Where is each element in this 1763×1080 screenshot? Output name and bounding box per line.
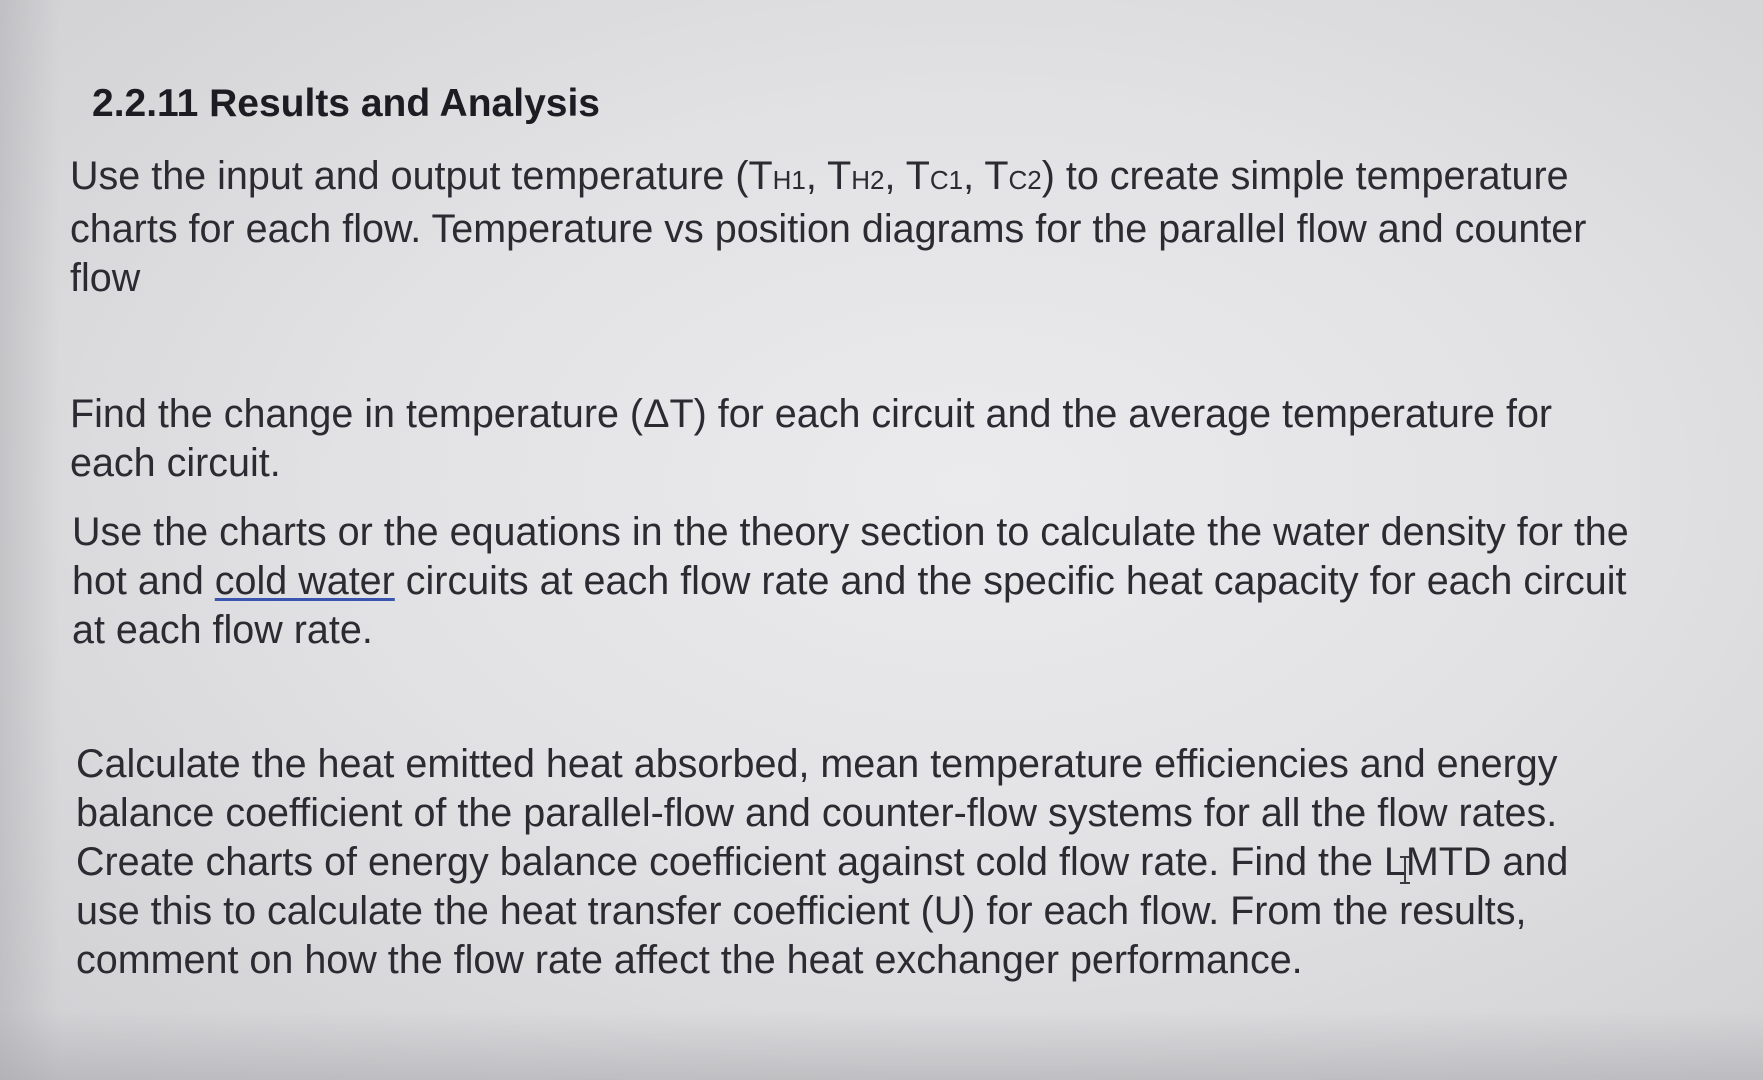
sub-c2: C2 <box>1008 165 1042 195</box>
cold-water-link[interactable]: cold water <box>214 559 395 603</box>
p3-text-b: circuits at each flow rate and the specific heat capacity for each circuit at each flow rate. <box>72 559 1627 652</box>
paragraph-change-in-temperature: Find the change in temperature (ΔT) for each circuit and the average temperature for each circuit. <box>70 392 1553 485</box>
p1-sep3: , T <box>963 154 1009 198</box>
screen-vignette-bottom <box>0 1010 1763 1080</box>
p1-text-b: ) to create simple temperature charts for each flow. Temperature vs position diagrams for the parallel flow and counter flow <box>70 154 1587 300</box>
paragraph-water-density <box>72 508 1642 655</box>
section-heading: 2.2.11 Results and Analysis <box>92 82 600 125</box>
p3-text-a: Use the charts or the equations in the theory section to calculate the water density for the hot and <box>72 510 1629 603</box>
paragraph-temperature-charts <box>70 152 1640 303</box>
sub-c1: C1 <box>929 165 964 195</box>
p1-sep1: , T <box>805 154 852 198</box>
p1-sep2: , T <box>884 154 930 198</box>
sub-h2: H2 <box>851 165 885 195</box>
text-cursor-icon <box>1398 856 1412 884</box>
paragraph-heat-calculations: Calculate the heat emitted heat absorbed, mean temperature efficiencies and energy balance coefficient of the parallel-flow and counter-flow systems for all the flow rates. Create charts of energy balance coefficient against cold flow rate. Find the LMTD and use this to calculate the heat transfer coefficient (U) for each flow. From the results, comment on how the flow rate affect the heat exchanger performance. <box>76 742 1569 982</box>
sub-h1: H1 <box>772 165 806 195</box>
document-page <box>68 82 1648 982</box>
p1-text-a: Use the input and output temperature (T <box>70 154 773 198</box>
screen-vignette-left <box>0 0 60 1080</box>
